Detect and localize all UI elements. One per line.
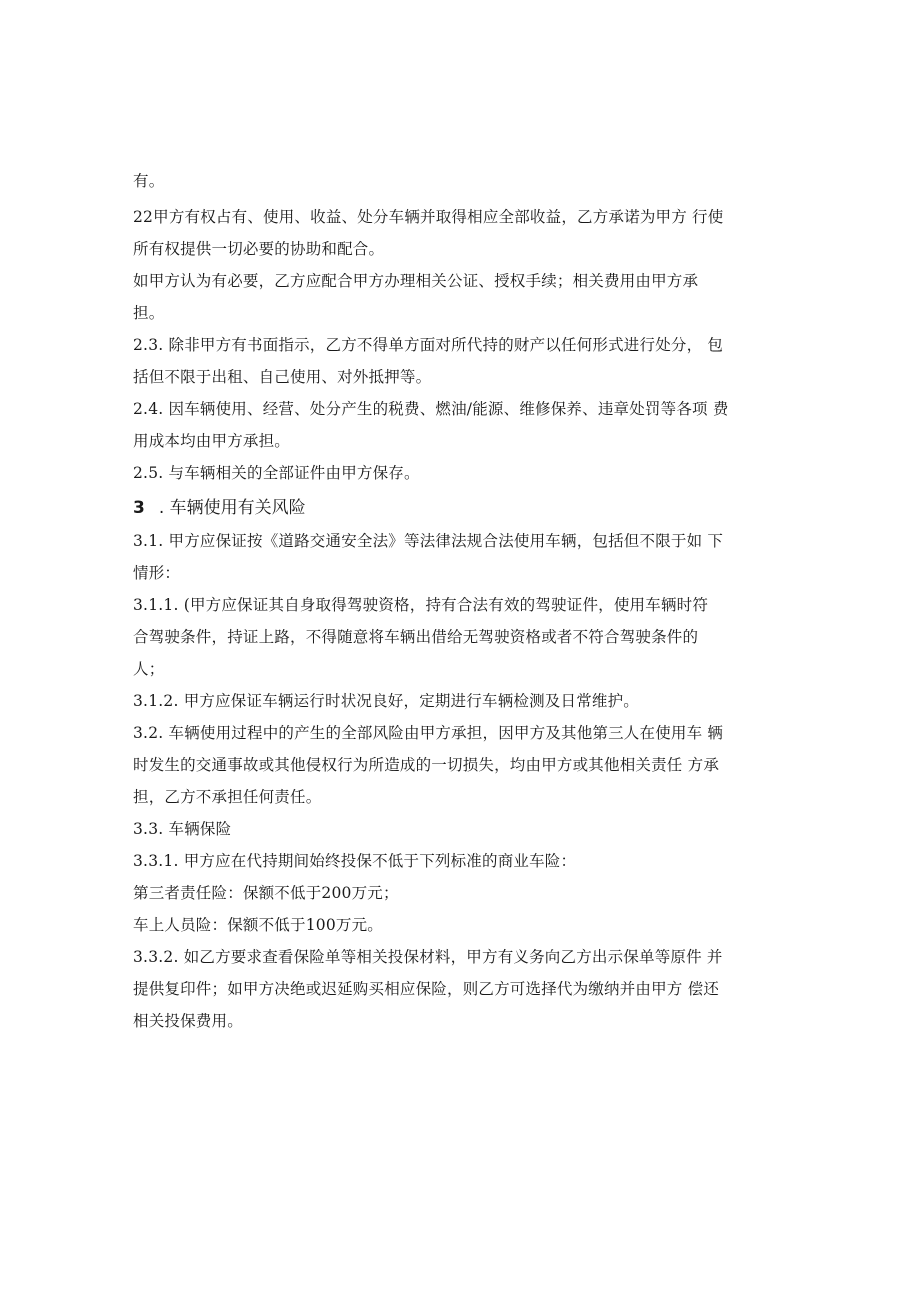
text-line: 3.3.2. 如乙方要求查看保险单等相关投保材料，甲方有义务向乙方出示保单等原件 并 xyxy=(133,948,723,966)
text-line: 相关投保费用。 xyxy=(133,1012,243,1030)
text-line: 合驾驶条件，持证上路，不得随意将车辆出借给无驾驶资格或者不符合驾驶条件的 xyxy=(133,628,699,646)
text-line: 3.2. 车辆使用过程中的产生的全部风险由甲方承担，因甲方及其他第三人在使用车 辆 xyxy=(133,724,724,742)
text-line: 担，乙方不承担任何责任。 xyxy=(133,788,322,806)
text-line: 用成本均由甲方承担。 xyxy=(133,432,291,450)
text-line: 如甲方认为有必要，乙方应配合甲方办理相关公证、授权手续；相关费用由甲方承 xyxy=(133,272,699,290)
text-line: 人； xyxy=(133,660,165,678)
text-line: 担。 xyxy=(133,304,165,322)
text-line: 时发生的交通事故或其他侵权行为所造成的一切损失，均由甲方或其他相关责任 方承 xyxy=(133,756,720,774)
section-heading xyxy=(133,491,788,525)
text-line: 3.1.1. (甲方应保证其自身取得驾驶资格，持有合法有效的驾驶证件，使用车辆时符 xyxy=(133,596,709,614)
text-line: 有。 xyxy=(133,172,165,190)
text-line: 22甲方有权占有、使用、收益、处分车辆并取得相应全部收益，乙方承诺为甲方 行使 xyxy=(133,208,724,226)
text-line: 车上人员险：保额不低于100万元。 xyxy=(133,916,383,934)
section-title: . 车辆使用有关风险 xyxy=(158,498,306,518)
section-number: 3 xyxy=(133,498,145,518)
text-line: 所有权提供一切必要的协助和配合。 xyxy=(133,240,385,258)
document-body xyxy=(133,165,788,1037)
text-line: 2.3. 除非甲方有书面指示，乙方不得单方面对所代持的财产以任何形式进行处分， 包 xyxy=(133,336,724,354)
text-line: 3.1. 甲方应保证按《道路交通安全法》等法律法规合法使用车辆，包括但不限于如 下 xyxy=(133,532,724,550)
text-line: 3.1.2. 甲方应保证车辆运行时状况良好，定期进行车辆检测及日常维护。 xyxy=(133,692,639,710)
text-line: 情形： xyxy=(133,564,181,582)
text-line: 3.3.1. 甲方应在代持期间始终投保不低于下列标准的商业车险： xyxy=(133,852,577,870)
text-line: 2.5. 与车辆相关的全部证件由甲方保存。 xyxy=(133,464,420,482)
text-line: 第三者责任险：保额不低于200万元； xyxy=(133,884,399,902)
text-line: 提供复印件；如甲方决绝或迟延购买相应保险，则乙方可选择代为缴纳并由甲方 偿还 xyxy=(133,980,720,998)
text-line: 2.4. 因车辆使用、经营、处分产生的税费、燃油/能源、维修保养、违章处罚等各项 费 xyxy=(133,400,729,418)
text-line: 括但不限于出租、自己使用、对外抵押等。 xyxy=(133,368,432,386)
text-line: 3.3. 车辆保险 xyxy=(133,820,232,838)
